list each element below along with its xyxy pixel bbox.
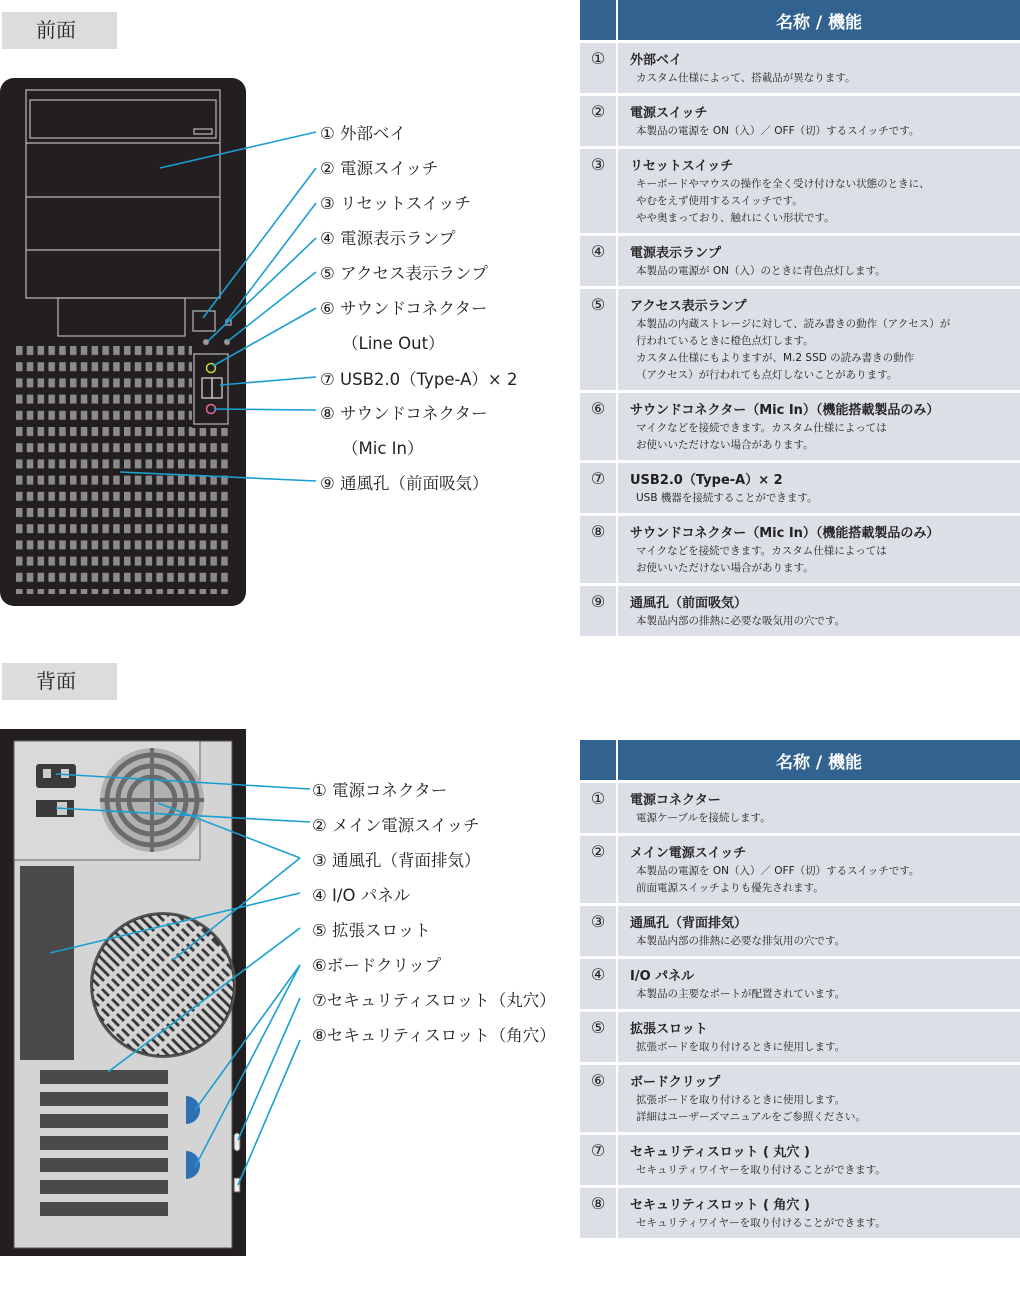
- table-header-num: [580, 0, 618, 40]
- row-number: ⑤: [580, 1009, 618, 1062]
- table-row: [580, 1185, 1020, 1238]
- table-row: [580, 780, 1020, 833]
- row-number: ④: [580, 956, 618, 1009]
- psu-fan: [100, 748, 204, 852]
- row-desc: 本製品内部の排熱に必要な吸気用の穴です。: [636, 615, 846, 627]
- row-desc: セキュリティワイヤーを取り付けることができます。: [636, 1164, 886, 1176]
- row-number: ④: [580, 233, 618, 286]
- row-number: ⑧: [580, 513, 618, 583]
- row-desc: 本製品の電源が ON（入）のときに青色点灯します。: [636, 265, 886, 277]
- row-name: I/O パネル: [630, 969, 695, 984]
- row-name: 通風孔（前面吸気）: [630, 596, 748, 611]
- rear-callout-security-slot-square: ⑧セキュリティスロット（角穴）: [312, 1026, 556, 1045]
- rear-spec-table: [580, 740, 1020, 1238]
- row-desc: マイクなどを接続できます。カスタム仕様によっては お使いいただけない場合があります。: [636, 422, 887, 451]
- rear-callout-main-power-switch: ② メイン電源スイッチ: [312, 816, 480, 835]
- table-row: [580, 233, 1020, 286]
- row-number: ⑥: [580, 390, 618, 460]
- row-name: 外部ベイ: [630, 53, 683, 68]
- table-row: [580, 513, 1020, 583]
- table-row: [580, 833, 1020, 903]
- front-callout-power-switch: ② 電源スイッチ: [320, 159, 439, 178]
- row-name: サウンドコネクター（Mic In）（機能搭載製品のみ）: [630, 403, 940, 418]
- rear-callout-io-panel: ④ I/O パネル: [312, 886, 411, 905]
- front-callout-access-lamp: ⑤ アクセス表示ランプ: [320, 264, 489, 283]
- rear-callout-power-connector: ① 電源コネクター: [312, 781, 448, 800]
- row-number: ⑦: [580, 1132, 618, 1185]
- row-name: セキュリティスロット ( 角穴 ): [630, 1198, 810, 1213]
- table-header-num: [580, 740, 618, 780]
- row-name: 拡張スロット: [630, 1022, 708, 1037]
- row-desc: 電源ケーブルを接続します。: [636, 812, 771, 824]
- table-row: [580, 460, 1020, 513]
- front-callout-mic-in: （Mic In）: [342, 439, 424, 458]
- row-desc: 本製品の主要なポートが配置されています。: [636, 988, 846, 1000]
- row-name: 通風孔（背面排気）: [630, 916, 748, 931]
- front-section-heading: 前面: [2, 12, 117, 49]
- table-row: [580, 956, 1020, 1009]
- row-number: ⑤: [580, 286, 618, 390]
- rear-callout-board-clip: ⑥ボードクリップ: [312, 956, 442, 975]
- row-name: 電源表示ランプ: [630, 246, 722, 261]
- io-panel-shape: [20, 866, 74, 1060]
- power-connector-shape: [36, 764, 76, 788]
- row-desc: USB 機器を接続することができます。: [636, 492, 818, 504]
- table-row: [580, 286, 1020, 390]
- table-row: [580, 93, 1020, 146]
- front-callout-sound-connector-mic: ⑧ サウンドコネクター: [320, 404, 488, 423]
- rear-section-heading: 背面: [2, 663, 117, 700]
- table-row: [580, 1009, 1020, 1062]
- table-header-title: 名称 / 機能: [618, 740, 1020, 780]
- row-name: メイン電源スイッチ: [630, 846, 747, 861]
- row-number: ①: [580, 40, 618, 93]
- row-name: セキュリティスロット ( 丸穴 ): [630, 1145, 810, 1160]
- row-number: ②: [580, 833, 618, 903]
- table-row: [580, 146, 1020, 233]
- row-name: リセットスイッチ: [630, 159, 734, 174]
- table-row: [580, 903, 1020, 956]
- table-row: [580, 1132, 1020, 1185]
- row-number: ③: [580, 146, 618, 233]
- row-name: サウンドコネクター（Mic In）（機能搭載製品のみ）: [630, 526, 940, 541]
- row-desc: 本製品の電源を ON（入）／ OFF（切）するスイッチです。 前面電源スイッチよりも優先されます。: [636, 865, 920, 894]
- row-number: ②: [580, 93, 618, 146]
- front-callout-reset-switch: ③ リセットスイッチ: [320, 194, 472, 213]
- row-number: ①: [580, 780, 618, 833]
- table-row: [580, 583, 1020, 636]
- rear-callout-expansion-slot: ⑤ 拡張スロット: [312, 921, 431, 940]
- row-number: ⑦: [580, 460, 618, 513]
- row-name: ボードクリップ: [630, 1075, 721, 1090]
- front-spec-table: [580, 0, 1020, 636]
- row-name: 電源スイッチ: [630, 106, 708, 121]
- front-callout-vent: ⑨ 通風孔（前面吸気）: [320, 474, 489, 493]
- row-number: ⑥: [580, 1062, 618, 1132]
- front-callout-power-lamp: ④ 電源表示ランプ: [320, 229, 456, 248]
- row-desc: 拡張ボードを取り付けるときに使用します。 詳細はユーザーズマニュアルをご参照ください。: [636, 1094, 866, 1123]
- table-row: [580, 40, 1020, 93]
- row-name: USB2.0（Type-A）× 2: [630, 473, 783, 488]
- row-desc: カスタム仕様によって、搭載品が異なります。: [636, 72, 856, 84]
- front-callout-external-bay: ① 外部ベイ: [320, 124, 407, 143]
- front-callout-sound-connector: ⑥ サウンドコネクター: [320, 299, 488, 318]
- rear-callout-security-slot-round: ⑦セキュリティスロット（丸穴）: [312, 991, 556, 1010]
- rear-callout-rear-vent: ③ 通風孔（背面排気）: [312, 851, 481, 870]
- row-number: ⑨: [580, 583, 618, 636]
- row-desc: 拡張ボードを取り付けるときに使用します。: [636, 1041, 846, 1053]
- row-number: ③: [580, 903, 618, 956]
- row-desc: 本製品の電源を ON（入）／ OFF（切）するスイッチです。: [636, 125, 920, 137]
- row-desc: 本製品の内蔵ストレージに対して、読み書きの動作（アクセス）が 行われているときに橙色点灯します。 カスタム仕様にもよりますが、M.2 SSD の読み書きの動作 （アクセス）が行われても点灯しないことがあります。: [636, 318, 951, 381]
- table-header-title: 名称 / 機能: [618, 0, 1020, 40]
- row-number: ⑧: [580, 1185, 618, 1238]
- row-desc: キーボードやマウスの操作を全く受け付けない状態のときに、 やむをえず使用するスイッチです。 やや奥まっており、触れにくい形状です。: [636, 178, 930, 224]
- security-slot-square: [234, 1178, 240, 1192]
- table-row: [580, 390, 1020, 460]
- row-name: アクセス表示ランプ: [630, 299, 747, 314]
- front-callout-line-out: （Line Out）: [342, 334, 445, 353]
- row-name: 電源コネクター: [630, 793, 721, 808]
- front-callout-usb: ⑦ USB2.0（Type-A）× 2: [320, 370, 518, 389]
- row-desc: 本製品内部の排熱に必要な排気用の穴です。: [636, 935, 846, 947]
- row-desc: セキュリティワイヤーを取り付けることができます。: [636, 1217, 886, 1229]
- row-desc: マイクなどを接続できます。カスタム仕様によっては お使いいただけない場合があります。: [636, 545, 887, 574]
- table-row: [580, 1062, 1020, 1132]
